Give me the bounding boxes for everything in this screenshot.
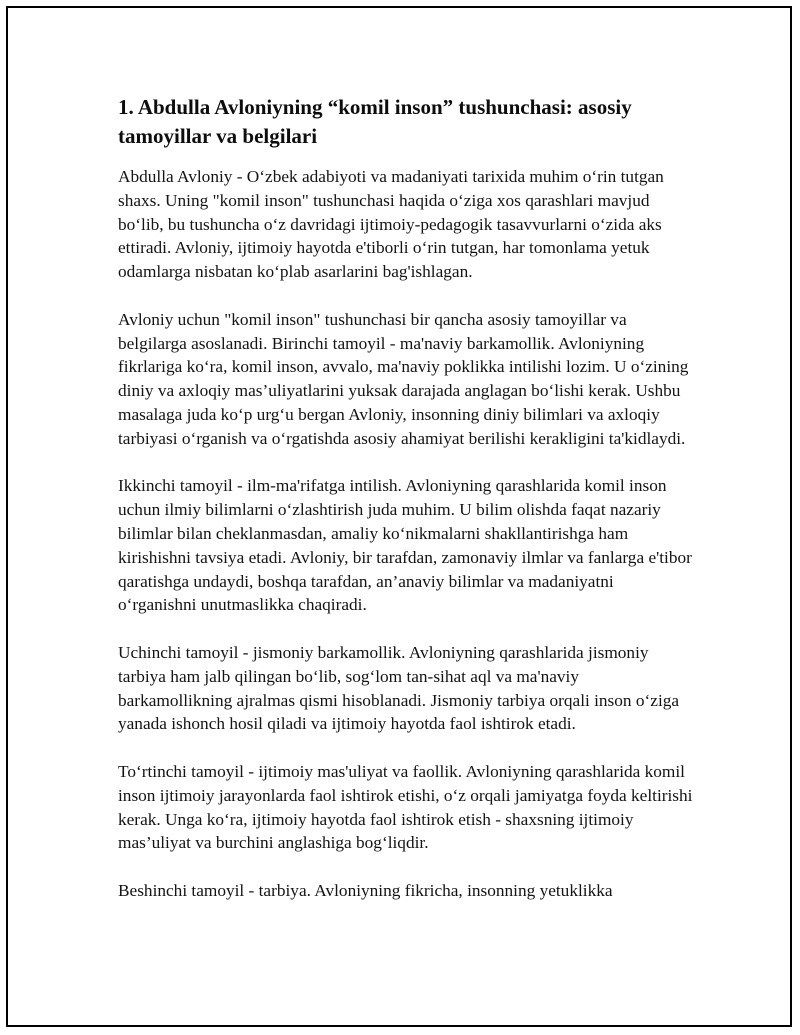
paragraph-intro: Abdulla Avloniy - O‘zbek adabiyoti va madaniyati tarixida muhim o‘rin tutgan shaxs. Uning "komil inson" tushunchasi haqida o‘ziga xos qarashlari mavjud bo‘lib, bu tushuncha o‘z davridagi ijtimoiy-pedagogik tasavvurlarni o‘zida aks ettiradi. Avloniy, ijtimoiy hayotda e'tiborli o‘rin tutgan, har tomonlama yetuk odamlarga nisbatan ko‘plab asarlarini bag'ishlagan. (118, 167, 664, 282)
paragraph-principle-4: To‘rtinchi tamoyil - ijtimoiy mas'uliyat va faollik. Avloniyning qarashlarida komil inson ijtimoiy jarayonlarda faol ishtirok etishi, o‘z orqali jamiyatga foyda keltirishi kerak. Unga ko‘ra, ijtimoiy hayotda faol ishtirok etish - shaxsning ijtimoiy mas’uliyat va burchini anglashiga bog‘liqdir. (118, 761, 693, 853)
section-title: 1. Abdulla Avloniyning “komil inson” tushunchasi: asosiy tamoyillar va belgilari (118, 95, 632, 148)
paragraph-principle-3: Uchinchi tamoyil - jismoniy barkamollik. Avloniyning qarashlarida jismoniy tarbiya ham jalb qilingan bo‘lib, sog‘lom tan-sihat aql va ma'naviy barkamollikning ajralmas qismi hisoblanadi. Jismoniy tarbiya orqali inson o‘ziga yanada ishonch hosil qiladi va ijtimoiy hayotda faol ishtirok etadi. (118, 642, 680, 734)
paragraph-principle-1: Avloniy uchun "komil inson" tushunchasi bir qancha asosiy tamoyillar va belgilarga asoslanadi. Birinchi tamoyil - ma'naviy barkamollik. Avloniyning fikrlariga ko‘ra, komil inson, avvalo, ma'naviy poklikka intilishi lozim. U o‘zining diniy va axloqiy mas’uliyatlarini yuksak darajada anglagan bo‘lishi kerak. Ushbu masalaga juda ko‘p urg‘u bergan Avloniy, insonning diniy bilimlari va axloqiy tarbiyasi o‘rganish va o‘rgatishda asosiy ahamiyat berilishi kerakligini ta'kidlaydi. (118, 309, 689, 448)
paragraph-principle-5: Beshinchi tamoyil - tarbiya. Avloniyning fikricha, insonning yetuklikka (118, 880, 613, 900)
document-body (118, 93, 693, 927)
paragraph-principle-2: Ikkinchi tamoyil - ilm-ma'rifatga intilish. Avloniyning qarashlarida komil inson uchun ilmiy bilimlarni o‘zlashtirish juda muhim. U bilim olishda faqat nazariy bilimlar bilan cheklanmasdan, amaliy ko‘nikmalarni shakllantirishga ham kirishishni tavsiya etadi. Avloniy, bir tarafdan, zamonaviy ilmlar va fanlarga e'tibor qaratishga undaydi, boshqa tarafdan, an’anaviy bilimlar va madaniyatni o‘rganishni unutmaslikka chaqiradi. (118, 476, 692, 615)
